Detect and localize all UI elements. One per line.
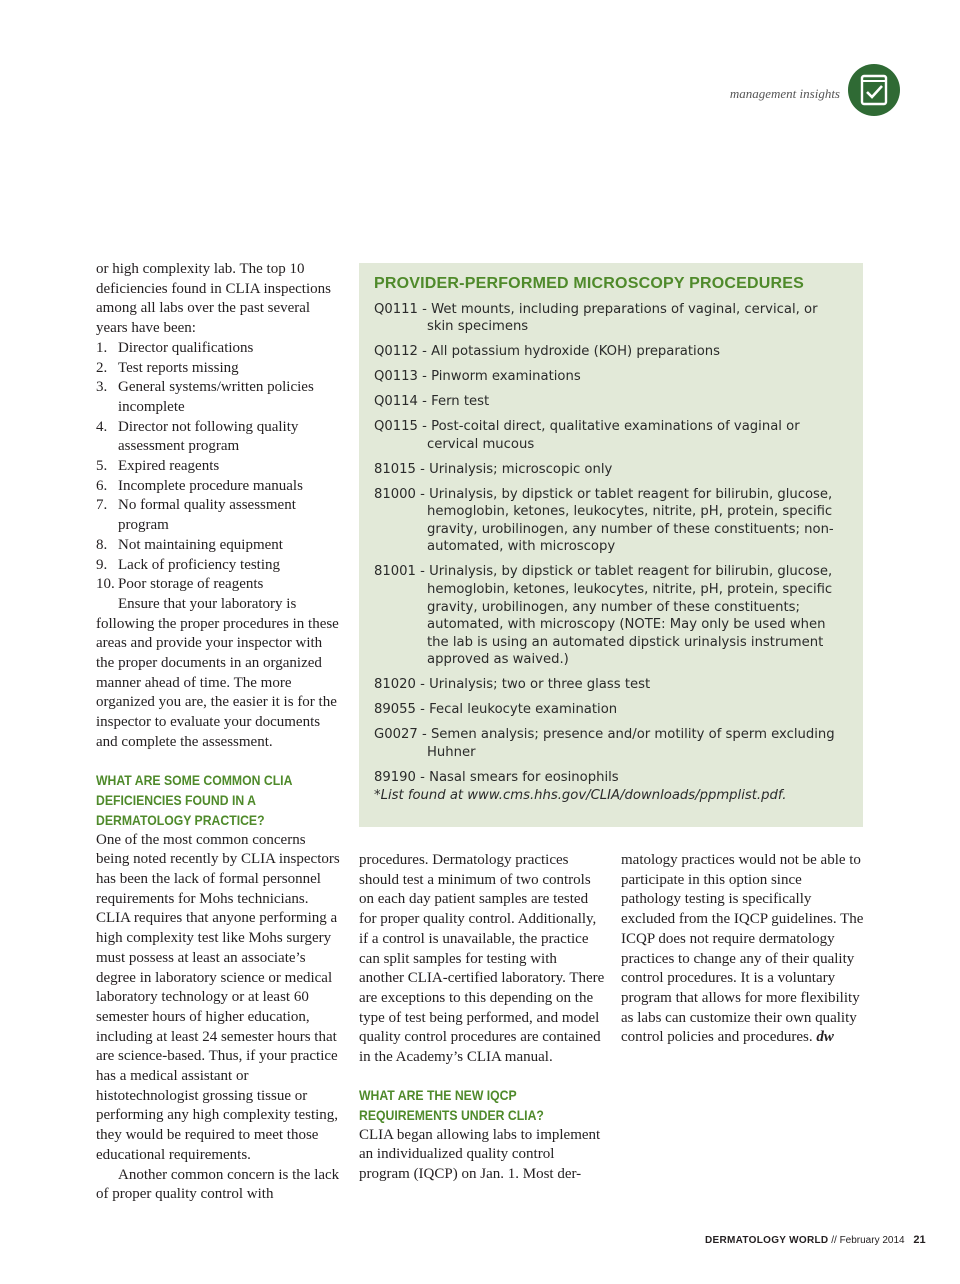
procedure-item: Q0114 - Fern test xyxy=(374,394,490,410)
ppm-procedures-sidebar xyxy=(359,263,863,827)
sidebar-title: PROVIDER-PERFORMED MICROSCOPY PROCEDURES xyxy=(374,275,804,292)
article-column-2 xyxy=(359,851,605,1185)
procedure-item: 81015 - Urinalysis; microscopic only xyxy=(374,461,613,477)
page-number: 21 xyxy=(913,1234,926,1246)
page-footer xyxy=(705,1234,926,1246)
intro-paragraph: or high complexity lab. The top 10 deficiencies found in CLIA inspections among all labs over the past several years have been: xyxy=(96,261,331,337)
list-item: 2. Test reports missing xyxy=(96,359,239,376)
ensure-paragraph: Ensure that your laboratory is following the proper procedures in these areas and provide your inspector with the proper documents in an organized manner ahead of time. The more organized you are, the easier it is for the inspector to evaluate your documents and complete the assessment. xyxy=(96,595,339,750)
list-item: 3. General systems/written policies incomplete xyxy=(96,379,314,415)
signoff-mark: dw xyxy=(816,1029,834,1046)
footer-separator: // xyxy=(831,1235,837,1246)
closing-paragraph: matology practices would not be able to participate in this option since pathology testing is specifically excluded from the IQCP guidelines. The ICQP does not require dermatology practices to change any of their quality control procedures. It is a voluntary program that allows for more flexibility as labs can customize their own quality control policies and procedures. dw xyxy=(621,852,864,1046)
list-item: 6. Incomplete procedure manuals xyxy=(96,477,303,494)
procedure-item: 81000 - Urinalysis, by dipstick or tablet reagent for bilirubin, glucose, hemoglobin, ketones, leukocytes, nitrite, pH, protein, specific gravity, urobilinogen, any number of these constituents; non-automated, with microscopy xyxy=(374,486,834,555)
list-item: 5. Expired reagents xyxy=(96,458,220,475)
procedure-item: Q0111 - Wet mounts, including preparations of vaginal, cervical, or skin specimens xyxy=(374,301,818,335)
sidebar-source-note: *List found at www.cms.hhs.gov/CLIA/downloads/ppmplist.pdf. xyxy=(374,787,787,803)
list-item: 9. Lack of proficiency testing xyxy=(96,556,281,573)
procedure-item: 89190 - Nasal smears for eosinophils xyxy=(374,769,619,785)
article-column-1 xyxy=(96,260,342,1205)
publication-name: DERMATOLOGY WORLD xyxy=(705,1235,829,1246)
procedure-item: 89055 - Fecal leukocyte examination xyxy=(374,702,618,718)
article-column-3 xyxy=(621,851,865,1048)
procedure-item: 81020 - Urinalysis; two or three glass test xyxy=(374,677,651,693)
list-item: 7. No formal quality assessment program xyxy=(96,497,296,534)
procedure-item: Q0115 - Post-coital direct, qualitative examinations of vaginal or cervical mucous xyxy=(374,419,800,452)
list-item: 8. Not maintaining equipment xyxy=(96,536,283,553)
list-item: 4. Director not following quality assessment program xyxy=(96,418,299,455)
procedure-item: Q0113 - Pinworm examinations xyxy=(374,369,581,385)
another-concern-paragraph: Another common concern is the lack of proper quality control with xyxy=(96,1166,340,1203)
issue-date: February 2014 xyxy=(839,1235,905,1246)
procedure-item: 81001 - Urinalysis, by dipstick or tablet reagent for bilirubin, glucose, hemoglobin, ketones, leukocytes, nitrite, pH, protein, specific gravity, urobilinogen, any number of these constituents; automated, with microscopy (NOTE: May only be used when the lab is using an automated dipstick urinalysis instrument approved as waived.) xyxy=(374,564,833,668)
iqcp-paragraph: CLIA began allowing labs to implement an individualized quality control program (IQCP) on Jan. 1. Most der- xyxy=(359,1126,601,1183)
concern-paragraph: One of the most common concerns being noted recently by CLIA inspectors has been the lack of formal personnel requirements for Mohs technicians. CLIA requires that anyone performing a high complexity test like Mohs surgery must possess at least an associate’s degree in laboratory science or medical laboratory technology or at least 60 semester hours of higher education, including at least 24 semester hours that are science-based. Thus, if your practice has a medical assistant or histotechnologist grossing tissue or performing any high complexity testing, they would be required to meet those educational requirements. xyxy=(96,831,340,1163)
procedures-paragraph: procedures. Dermatology practices should test a minimum of two controls on each day patient samples are tested for proper quality control. Additionally, if a control is unavailable, the practice can split samples for testing with another CLIA-certified laboratory. There are exceptions to this depending on the type of test being performed, and model quality control procedures are contained in the Academy’s CLIA manual. xyxy=(359,852,605,1066)
list-item: 1. Director qualifications xyxy=(96,339,254,356)
procedure-item: G0027 - Semen analysis; presence and/or motility of sperm excluding Huhner xyxy=(374,727,835,760)
deficiency-list xyxy=(96,339,342,595)
procedure-item: Q0112 - All potassium hydroxide (KOH) preparations xyxy=(374,344,721,360)
header-section-label: management insights xyxy=(729,86,840,101)
section-heading-iqcp: WHAT ARE THE NEW IQCP REQUIREMENTS UNDER CLIA? xyxy=(359,1087,544,1123)
checklist-icon xyxy=(848,64,900,116)
section-heading-deficiencies: WHAT ARE SOME COMMON CLIA DEFICIENCIES FOUND IN A DERMATOLOGY PRACTICE? xyxy=(96,772,292,828)
list-item: 10. Poor storage of reagents xyxy=(96,576,264,593)
